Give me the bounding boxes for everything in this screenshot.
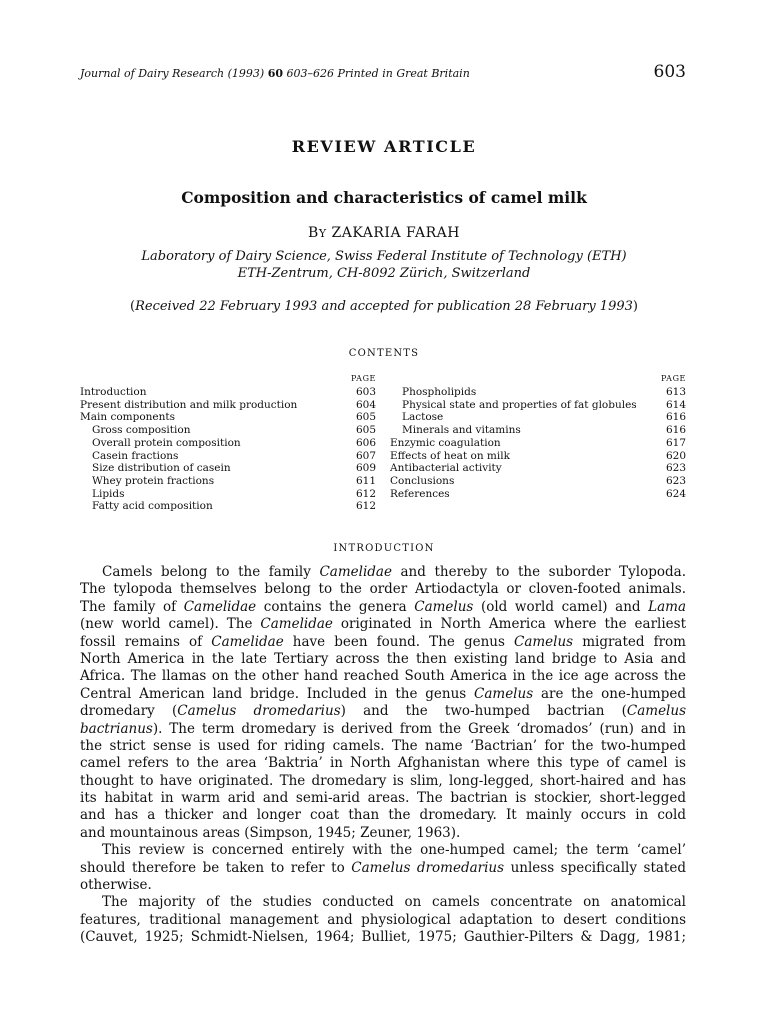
body-line: The majority of the studies conducted on camels concentrate on anatomical bbox=[102, 894, 686, 911]
toc-entry bbox=[390, 399, 686, 412]
citation-year: (1993) bbox=[224, 67, 268, 80]
toc-entry bbox=[80, 386, 376, 399]
body-line: Central American land bridge. Included in the genus Camelus are the one-humped bbox=[80, 685, 687, 702]
received-close: ) bbox=[632, 299, 638, 314]
body-line: the strict sense is used for riding camels. The name ‘Bactrian’ for the two-humped bbox=[80, 737, 686, 754]
article-type: REVIEW ARTICLE bbox=[291, 137, 477, 156]
toc-entry-title: Gross composition bbox=[92, 424, 191, 437]
body-line: should therefore be taken to refer to Camelus dromedarius unless specifically stated bbox=[80, 859, 686, 876]
toc-entry-page: 620 bbox=[665, 449, 686, 462]
toc-entry bbox=[80, 411, 376, 424]
toc-entry-page: 624 bbox=[665, 487, 686, 500]
body-line: fossil remains of Camelidae have been found. The genus Camelus migrated from bbox=[80, 633, 686, 650]
toc-entry-page: 606 bbox=[355, 436, 376, 449]
byline-by-initial: B bbox=[308, 225, 319, 241]
body-line: The tylopoda themselves belong to the order Artiodactyla or cloven-footed animals. bbox=[80, 581, 686, 598]
toc-entry bbox=[390, 411, 686, 424]
toc-entry-page: 617 bbox=[665, 436, 686, 449]
body-line: Camels belong to the family Camelidae and thereby to the suborder Tylopoda. bbox=[102, 564, 686, 580]
body-line: (Cauvet, 1925; Schmidt-Nielsen, 1964; Bulliet, 1975; Gauthier-Pilters & Dagg, 1981; bbox=[80, 929, 686, 946]
toc-entry-title: Overall protein composition bbox=[92, 436, 241, 449]
toc-entry bbox=[390, 424, 686, 437]
toc-entry bbox=[80, 437, 376, 450]
toc-entry bbox=[80, 399, 376, 412]
toc-entry-title: Conclusions bbox=[390, 474, 455, 487]
body-line: its habitat in warm arid and semi-arid areas. The bactrian is stockier, short-legged bbox=[80, 790, 686, 807]
toc-entry-title: Whey protein fractions bbox=[92, 474, 215, 487]
toc-entry-page: 604 bbox=[355, 398, 376, 411]
body-line: Africa. The llamas on the other hand reached South America in the ice age across the bbox=[80, 668, 686, 685]
toc-entry bbox=[390, 386, 686, 399]
toc-entry-title: Size distribution of casein bbox=[92, 462, 231, 475]
toc-entry-title: Casein fractions bbox=[92, 449, 179, 462]
toc-entry bbox=[80, 424, 376, 437]
journal-name: Journal of Dairy Research bbox=[80, 67, 225, 80]
toc-entry-title: Lactose bbox=[402, 411, 444, 424]
toc-entry-title: Present distribution and milk production bbox=[80, 398, 298, 411]
body-line: otherwise. bbox=[80, 877, 152, 894]
received-text: Received 22 February 1993 and accepted for publication 28 February 1993 bbox=[135, 299, 633, 314]
body-line: and mountainous areas (Simpson, 1945; Zeuner, 1963). bbox=[80, 824, 461, 841]
introduction-heading: INTRODUCTION bbox=[333, 543, 435, 554]
toc-entry bbox=[80, 500, 376, 513]
received-open: ( bbox=[130, 299, 136, 314]
byline bbox=[0, 225, 768, 241]
body-line: dromedary (Camelus dromedarius) and the two-humped bactrian (Camelus bbox=[80, 703, 686, 720]
toc-entry bbox=[390, 450, 686, 463]
page-number: 603 bbox=[653, 62, 686, 82]
toc-entry-page: 603 bbox=[355, 386, 376, 398]
toc-entry-page: 614 bbox=[665, 398, 686, 411]
toc-entry-page: 609 bbox=[355, 462, 376, 475]
toc-entry bbox=[80, 475, 376, 488]
toc-entry-page: 616 bbox=[665, 411, 686, 424]
body-line: and has a thicker and longer coat than the dromedary. It mainly occurs in cold bbox=[80, 807, 686, 824]
toc-entry-title: Antibacterial activity bbox=[390, 462, 502, 475]
toc-entry-page: 623 bbox=[665, 474, 686, 487]
body-line: (new world camel). The Camelidae originated in North America where the earliest bbox=[80, 616, 687, 633]
body-line: This review is concerned entirely with the one-humped camel; the term ‘camel’ bbox=[102, 842, 686, 859]
toc-entry-page: 612 bbox=[355, 500, 376, 513]
page-column-label: PAGE bbox=[660, 374, 686, 383]
toc-entry-page: 611 bbox=[355, 474, 376, 487]
journal-citation bbox=[80, 67, 470, 80]
toc-entry bbox=[390, 488, 686, 501]
toc-entry-title: Lipids bbox=[92, 487, 125, 500]
received-note bbox=[0, 299, 768, 314]
citation-details: 603–626 Printed in Great Britain bbox=[283, 67, 470, 80]
running-head bbox=[80, 64, 686, 86]
body-line: features, traditional management and physiological adaptation to desert conditions bbox=[80, 911, 686, 928]
toc-entry-title: Effects of heat on milk bbox=[390, 449, 510, 462]
body-line: camel refers to the area ‘Baktria’ in North Afghanistan where this type of camel is bbox=[80, 755, 686, 772]
toc-entry-page: 605 bbox=[355, 424, 376, 437]
toc-entry-title: Introduction bbox=[80, 386, 147, 398]
toc-entry bbox=[80, 488, 376, 501]
toc-entry-title: Enzymic coagulation bbox=[390, 436, 501, 449]
toc-entry-page: 613 bbox=[665, 386, 686, 398]
toc-entry bbox=[390, 437, 686, 450]
toc-entry-title: Physical state and properties of fat globules bbox=[402, 398, 637, 411]
toc-entry-title: References bbox=[390, 487, 450, 500]
toc-entry bbox=[390, 475, 686, 488]
toc-entry-title: Main components bbox=[80, 411, 176, 424]
page-column-label: PAGE bbox=[350, 374, 376, 383]
introduction-body bbox=[80, 564, 686, 947]
toc-entry bbox=[80, 450, 376, 463]
body-line: thought to have originated. The dromedary is slim, long-legged, short-haired and has bbox=[80, 772, 686, 789]
toc-entry bbox=[80, 462, 376, 475]
body-line: North America in the late Tertiary across the then existing land bridge to Asia and bbox=[80, 650, 686, 667]
toc-entry-title: Fatty acid composition bbox=[92, 500, 213, 513]
toc-entry-title: Phospholipids bbox=[402, 386, 477, 398]
author-name: ZAKARIA FARAH bbox=[331, 225, 460, 241]
toc-entry-page: 616 bbox=[665, 424, 686, 437]
body-line: bactrianus). The term dromedary is derived from the Greek ‘dromados’ (run) and in bbox=[80, 720, 686, 737]
body-line: The family of Camelidae contains the genera Camelus (old world camel) and Lama bbox=[80, 598, 686, 615]
toc-entry-page: 605 bbox=[355, 411, 376, 424]
contents-heading: CONTENTS bbox=[348, 348, 420, 359]
toc-entry-page: 607 bbox=[355, 449, 376, 462]
toc-entry-page: 623 bbox=[665, 462, 686, 475]
affiliation-line-2: ETH-Zentrum, CH-8092 Zürich, Switzerland bbox=[237, 266, 531, 281]
volume-number: 60 bbox=[267, 67, 283, 80]
toc-entry-title: Minerals and vitamins bbox=[402, 424, 521, 437]
toc-entry bbox=[390, 462, 686, 475]
toc-entry-page: 612 bbox=[355, 487, 376, 500]
affiliation-line-1: Laboratory of Dairy Science, Swiss Federal Institute of Technology (ETH) bbox=[141, 249, 627, 264]
article-title: Composition and characteristics of camel milk bbox=[181, 188, 587, 207]
byline-by-rest: Y bbox=[318, 227, 327, 240]
